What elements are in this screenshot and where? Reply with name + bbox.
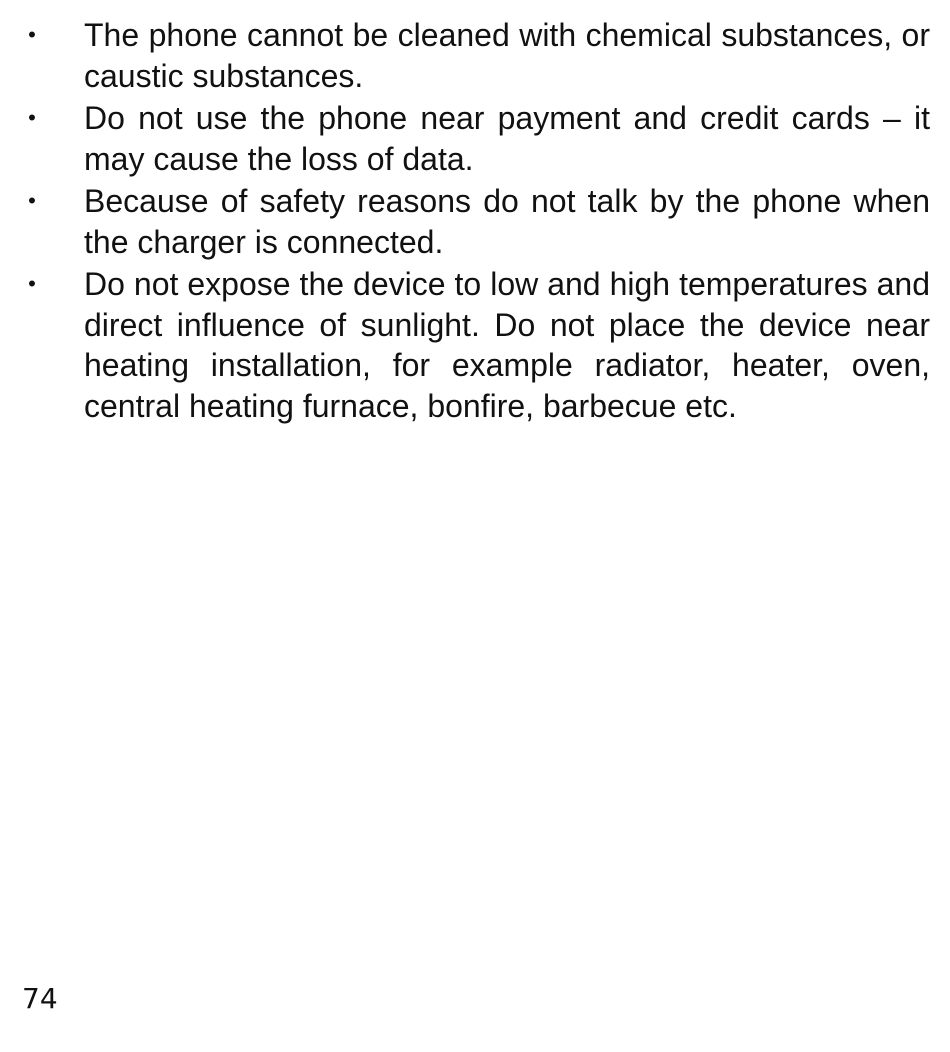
list-item bbox=[0, 181, 950, 262]
page-number: 74 bbox=[22, 982, 58, 1015]
list-item bbox=[0, 98, 950, 179]
bullet-text: Because of safety reasons do not talk by the phone when the charger is connected. bbox=[84, 183, 930, 260]
safety-instructions-list bbox=[0, 15, 950, 428]
bullet-marker: • bbox=[28, 188, 36, 213]
list-item bbox=[0, 15, 950, 96]
list-item bbox=[0, 264, 950, 426]
bullet-marker: • bbox=[28, 22, 36, 47]
bullet-marker: • bbox=[28, 105, 36, 130]
bullet-text: The phone cannot be cleaned with chemical substances, or caustic substances. bbox=[84, 17, 930, 94]
bullet-text: Do not use the phone near payment and credit cards – it may cause the loss of data. bbox=[84, 100, 930, 177]
bullet-marker: • bbox=[28, 271, 36, 296]
bullet-text: Do not expose the device to low and high temperatures and direct influence of sunlight. Do not place the device near heating installation, for example radiator, heater, oven, central heating furnace, bonfire, barbecue etc. bbox=[84, 266, 930, 424]
